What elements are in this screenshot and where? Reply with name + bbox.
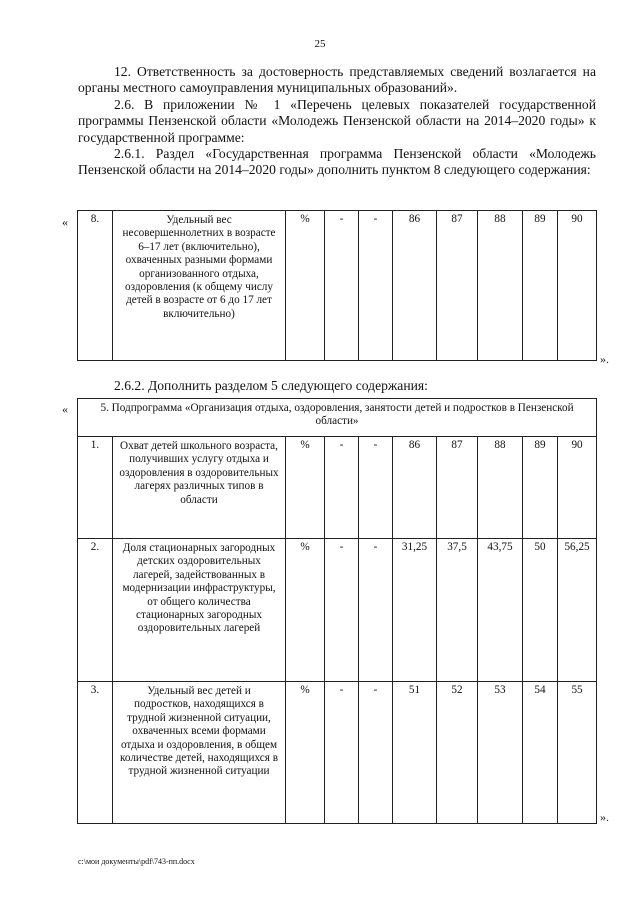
value-cell: 53 [478, 682, 523, 824]
indicator-name: Удельный вес несовершеннолетних в возрасте 6–17 лет (включительно), охваченных разными формами организованного отдыха, оздоровления (к общему числу детей в возрасте от 6 до 17 лет включительно) [113, 211, 286, 361]
value-cell: - [325, 211, 359, 361]
unit-cell: % [286, 437, 325, 539]
table-row [78, 682, 597, 824]
value-cell: - [359, 682, 393, 824]
value-cell: - [359, 437, 393, 539]
close-quote-1: ». [600, 352, 609, 366]
value-cell: 86 [393, 437, 437, 539]
paragraph-2-6: 2.6. В приложении № 1 «Перечень целевых показателей государственной программы Пензенской области «Молодежь Пензенской области на 2014–2020 годы» к государственной программе: [78, 97, 596, 145]
value-cell: 90 [558, 437, 597, 539]
value-cell: 37,5 [437, 539, 478, 682]
paragraph-2-6-1: 2.6.1. Раздел «Государственная программа Пензенской области «Молодежь Пензенской области на 2014–2020 годы» дополнить пунктом 8 следующего содержания: [78, 146, 596, 178]
paragraph-12: 12. Ответственность за достоверность представляемых сведений возлагается на органы местного самоуправления муниципальных образований». [78, 64, 596, 96]
value-cell: - [359, 211, 393, 361]
value-cell: 31,25 [393, 539, 437, 682]
page-number: 25 [314, 38, 326, 50]
value-cell: - [325, 682, 359, 824]
value-cell: 50 [523, 539, 558, 682]
value-cell: 88 [478, 211, 523, 361]
row-number: 3. [78, 682, 113, 824]
unit-cell: % [286, 539, 325, 682]
table-row [78, 437, 597, 539]
table-row [78, 211, 597, 361]
value-cell: 56,25 [558, 539, 597, 682]
value-cell: 87 [437, 211, 478, 361]
value-cell: 51 [393, 682, 437, 824]
value-cell: 55 [558, 682, 597, 824]
value-cell: - [359, 539, 393, 682]
unit-cell: % [286, 682, 325, 824]
indicator-name: Удельный вес детей и подростков, находящихся в трудной жизненной ситуации, охваченных всеми формами отдыха и оздоровления, в общем количестве детей, находящихся в трудной жизненной ситуации [113, 682, 286, 824]
footer-file-path: c:\мои документы\pdf\743-пп.docx [78, 857, 195, 866]
indicator-name: Охват детей школьного возраста, получивших услугу отдыха и оздоровления в оздоровительных лагерях различных типов в области [113, 437, 286, 539]
table-row [78, 539, 597, 682]
indicator-table-1 [77, 210, 597, 361]
value-cell: - [325, 539, 359, 682]
value-cell: 90 [558, 211, 597, 361]
value-cell: 89 [523, 437, 558, 539]
value-cell: - [325, 437, 359, 539]
open-quote-1: « [62, 215, 68, 229]
indicator-name: Доля стационарных загородных детских оздоровительных лагерей, задействованных в модернизации инфраструктуры, от общего количества стационарных загородных оздоровительных лагерей [113, 539, 286, 682]
value-cell: 54 [523, 682, 558, 824]
indicator-table-2 [77, 398, 597, 824]
row-number: 8. [78, 211, 113, 361]
value-cell: 43,75 [478, 539, 523, 682]
value-cell: 52 [437, 682, 478, 824]
row-number: 1. [78, 437, 113, 539]
subprogram-header-row [78, 399, 597, 437]
value-cell: 88 [478, 437, 523, 539]
open-quote-2: « [62, 402, 68, 416]
subprogram-header: 5. Подпрограмма «Организация отдыха, оздоровления, занятости детей и подростков в Пензенской области» [78, 399, 597, 437]
close-quote-2: ». [600, 810, 609, 824]
row-number: 2. [78, 539, 113, 682]
value-cell: 87 [437, 437, 478, 539]
value-cell: 86 [393, 211, 437, 361]
paragraph-2-6-2: 2.6.2. Дополнить разделом 5 следующего содержания: [114, 378, 428, 393]
value-cell: 89 [523, 211, 558, 361]
unit-cell: % [286, 211, 325, 361]
